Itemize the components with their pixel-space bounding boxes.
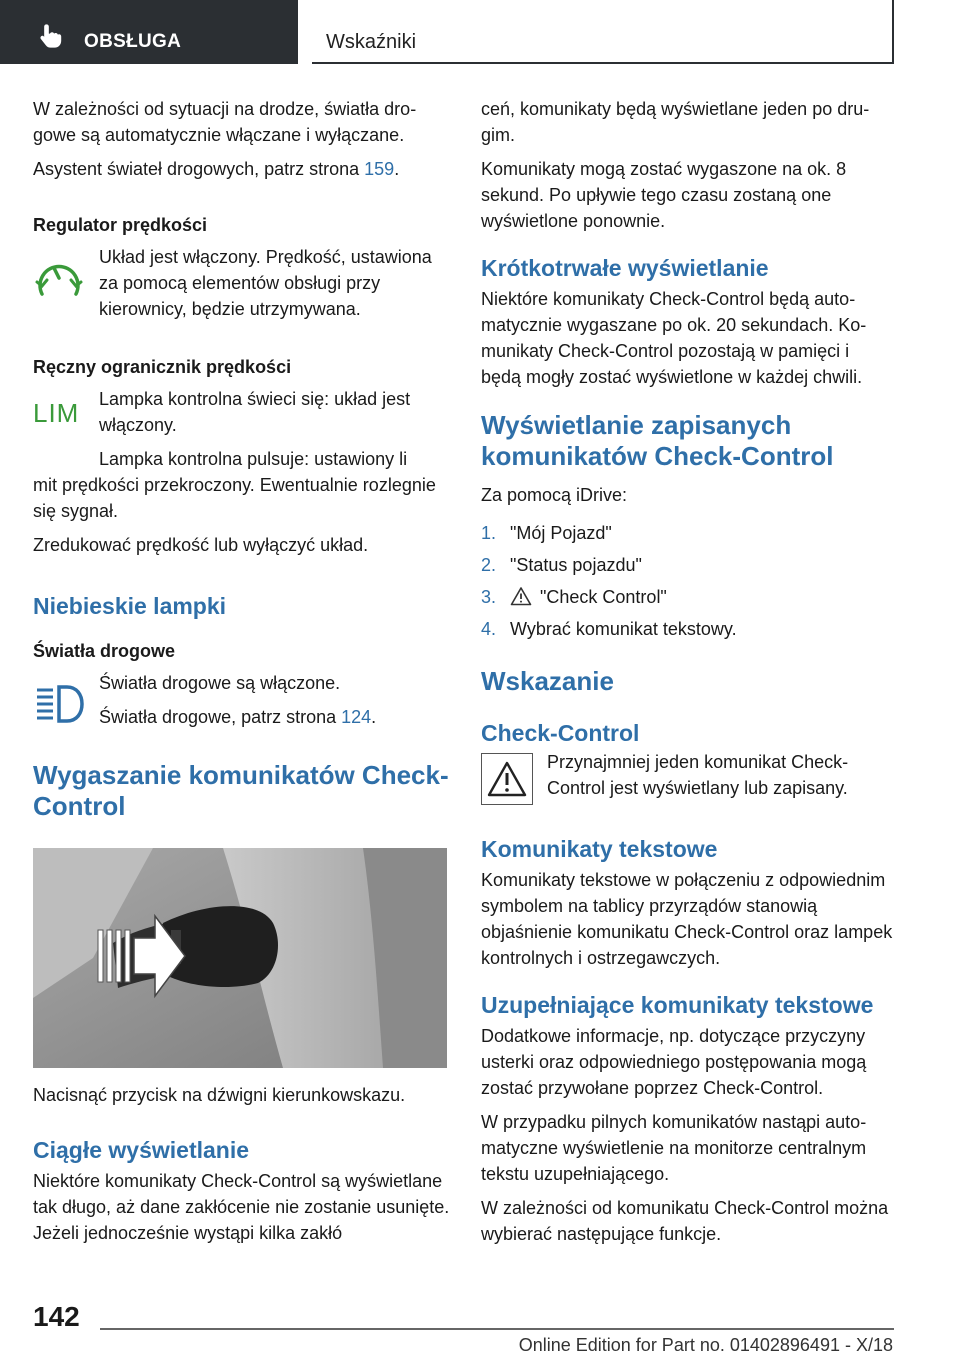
limiter-text: Lampka kontrolna pulsuje: ustawiony li (99, 449, 408, 469)
limiter-text: Zredukować prędkość lub wyłączyć układ. (33, 535, 369, 555)
menu-path-item[interactable]: "Mój Pojazd" (510, 523, 612, 543)
right-column (481, 96, 893, 1247)
speed-limiter-heading: Ręczny ogranicznik prędkości (33, 357, 292, 377)
image-caption: Nacisnąć przycisk na dźwigni kierunkowskazu. (33, 1085, 406, 1105)
check-control-heading: Check-Control (481, 720, 640, 746)
step-number: 2. (481, 555, 497, 575)
blue-lamps-heading: Niebieskie lampki (33, 593, 227, 619)
lim-icon: LIM (33, 398, 80, 428)
text-messages-heading: Komunikaty tekstowe (481, 836, 718, 862)
list-item (481, 584, 893, 610)
speed-limiter-block (33, 386, 451, 472)
high-beam-text (99, 704, 451, 730)
text: . (371, 707, 377, 727)
high-beam-heading: Światła drogowe (33, 641, 176, 661)
footer-divider (100, 1328, 894, 1330)
text: Światła drogowe, patrz strona (99, 707, 342, 727)
menu-path-item[interactable]: "Status pojazdu" (510, 555, 642, 575)
high-beam-text: Światła drogowe są włączone. (99, 673, 341, 693)
check-control-text: Przynajmniej jeden komunikat Check-Control jest wyświetlany lub zapisany. (547, 752, 849, 798)
paragraph: Za pomocą iDrive: (481, 485, 628, 505)
warning-triangle-icon (486, 760, 528, 798)
speedometer-icon (33, 258, 85, 302)
left-column (33, 96, 451, 1246)
supplementary-messages-heading: Uzupełniające komunikaty tekstowe (481, 992, 874, 1018)
paragraph: W zależności od sytuacji na drodze, światła drogowe są automatycznie włączane i wyłączane. (33, 99, 417, 145)
cruise-control-text: Układ jest włączony. Prędkość, ustawiona za pomocą elementów obsługi przy kierownicy, będzie utrzymywana. (99, 247, 432, 319)
footer-edition: Online Edition for Part no. 01402896491 - X/18 (518, 1335, 893, 1355)
menu-path-item[interactable]: "Check Control" (540, 587, 667, 607)
step-number: 1. (481, 523, 497, 543)
check-control-icon-box (481, 753, 533, 805)
text: . (394, 159, 400, 179)
cruise-control-heading: Regulator prędkości (33, 215, 208, 235)
check-control-block (481, 749, 893, 807)
dim-messages-heading: Wygaszanie komunikatów Check-Control (33, 760, 449, 821)
text: Asystent świateł drogowych, patrz strona (33, 159, 365, 179)
paragraph: Dodatkowe informacje, np. dotyczące przyczyny usterki oraz odpowiedniego postępowania mogą zostać przywołane poprzez Check-Control. (481, 1026, 867, 1098)
lever-illustration (33, 848, 447, 1068)
paragraph: W zależności od komunikatu Check-Control można wybierać następujące funkcje. (481, 1198, 889, 1244)
page-link-159[interactable]: 159 (364, 159, 395, 179)
step-text: Wybrać komunikat tekstowy. (510, 619, 737, 639)
paragraph: Komunikaty mogą zostać wygaszone na ok. 8 sekund. Po upływie tego czasu zostaną one wyświetlone ponownie. (481, 159, 847, 231)
section-title: OBSŁUGA (84, 31, 182, 52)
idrive-steps-list (481, 520, 893, 642)
step-number: 3. (481, 587, 497, 607)
header-section-tab (0, 0, 298, 64)
limiter-text: Lampka kontrolna świeci się: układ jest włączony. (99, 389, 411, 435)
warning-triangle-icon (510, 586, 532, 606)
high-beam-icon (33, 684, 85, 724)
cruise-control-block (33, 244, 451, 322)
display-heading: Wskazanie (481, 666, 614, 696)
short-display-text: Niektóre komunikaty Check-Control będą automatycznie wygaszane po ok. 20 sekundach. Komunikaty Check-Control pozostają w pamięci i będą mogły zostać wyświetlone w każdej chwili. (481, 289, 867, 387)
limiter-text: mit prędkości przekroczony. Ewentualnie rozlegnie się sygnał. (33, 475, 436, 521)
high-beam-block (33, 670, 451, 730)
paragraph: W przypadku pilnych komunikatów nastąpi automatyczne wyświetlenie na monitorze centralnym tekstu uzupełniającego. (481, 1112, 867, 1184)
turn-signal-lever-image (33, 848, 447, 1068)
continuous-display-text: Niektóre komunikaty Check-Control są wyświetlane tak długo, aż dane zakłócenie nie zostanie usunięte. Jeżeli jednocześnie wystąpi kilka zakłó (33, 1171, 450, 1243)
list-item (481, 616, 893, 642)
continuous-display-heading: Ciągłe wyświetlanie (33, 1137, 250, 1163)
subsection-title: Wskaźniki (326, 31, 417, 53)
paragraph: ceń, komunikaty będą wyświetlane jeden po drugim. (481, 99, 870, 145)
header-subsection-tab (312, 0, 894, 64)
paragraph (33, 156, 451, 182)
step-number: 4. (481, 619, 497, 639)
short-display-heading: Krótkotrwałe wyświetlanie (481, 255, 769, 281)
list-item (481, 520, 893, 546)
page-link-124[interactable]: 124 (341, 707, 372, 727)
list-item (481, 552, 893, 578)
hand-pointer-icon (36, 22, 64, 50)
stored-messages-heading: Wyświetlanie zapisanych komunikatów Check-Control (481, 410, 834, 471)
text-messages-text: Komunikaty tekstowe w połączeniu z odpowiednim symbolem na tablicy przyrządów stanowią objaśnienie komunikatu Check-Control oraz lampek kontrolnych i ostrzegawczych. (481, 870, 893, 968)
page-number: 142 (33, 1301, 80, 1332)
